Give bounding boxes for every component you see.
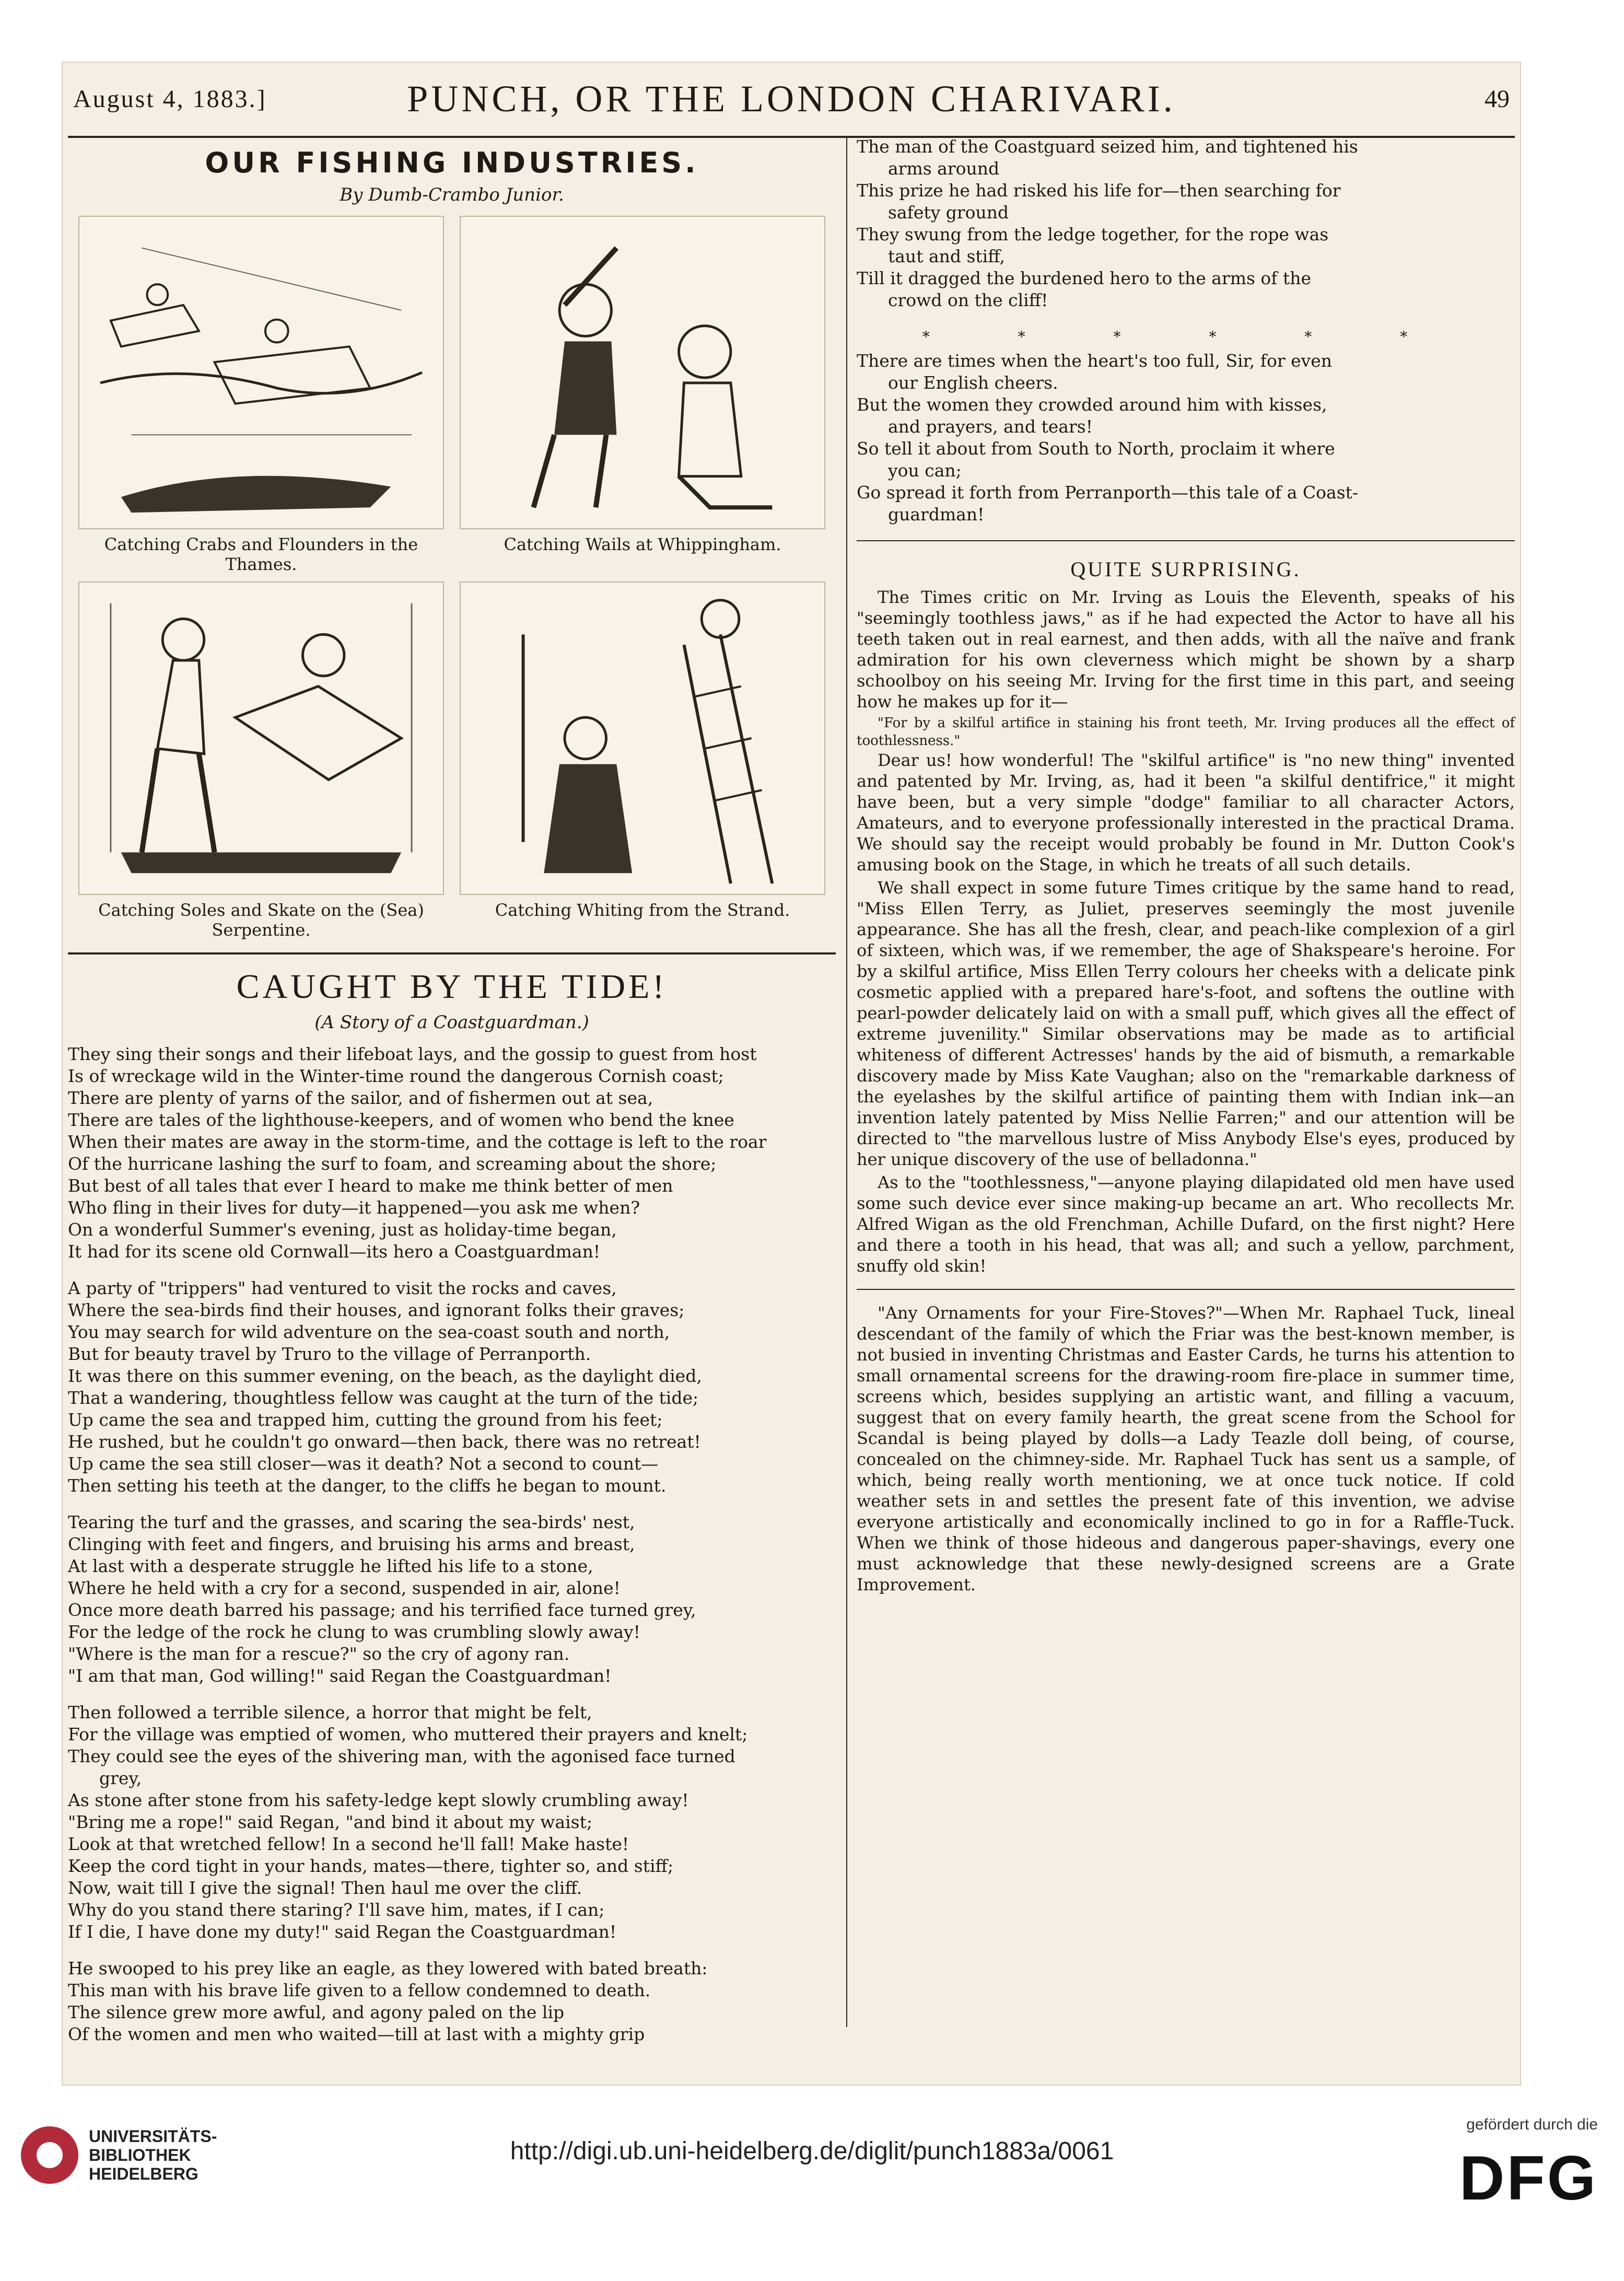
poem-line: Who fling in their lives for duty—it happened—you ask me when? [68,1197,640,1218]
poem-line: On a wonderful Summer's evening, just as holiday-time began, [68,1219,617,1240]
poem-line: He swooped to his prey like an eagle, as they lowered with bated breath: [68,1958,708,1979]
surprising-article [857,587,1515,1276]
poem-line: "Bring me a rope!" said Regan, "and bind it about my waist; [68,1812,592,1832]
library-line: BIBLIOTHEK [89,2146,191,2164]
asterisk-break: * * * * * * [922,328,1450,345]
caption-soles: Catching Soles and Skate on the (Sea) Serpentine. [98,900,424,940]
article-paragraph: The Times critic on Mr. Irving as Louis the Eleventh, speaks of his "seemingly toothless jaws," as if he had expected the Actor to have all his teeth taken out in real earnest, and then adds, with all the naïve and frank admiration for his own cleverness which might be shown by a sharp schoolboy on his seeing Mr. Irving for the first time in this part, and seeing how he makes up for it— [857,587,1515,712]
section-divider [857,540,1515,541]
poem-stanza [857,350,1515,526]
cartoon-wails-whippingham [460,216,825,529]
poem-line: guardman! [888,504,985,525]
poem-line: For the village was emptied of women, who muttered their prayers and knelt; [68,1724,748,1744]
caption-wails: Catching Wails at Whippingham. [504,534,781,554]
caption-whiting: Catching Whiting from the Strand. [495,900,790,920]
left-column [68,146,836,2060]
article-paragraph: We shall expect in some future Times critique by the same hand to read, "Miss Ellen Terry, as Juliet, preserves seemingly the most juvenile appearance. She has all the fresh, clear, and peach-like complexion of a girl of sixteen, which was, if we remember, the age of Shakspeare's heroine. For by a skilful artifice, Miss Ellen Terry colours her cheeks with a delicate pink cosmetic applied with a prepared hare's-foot, and softens the outline with pearl-powder delicately laid on with a small puff, which gives all the effect of extreme juvenility." Similar observations may be made as to artificial whiteness of different Actresses' hands by the aid of bismuth, a remarkable discovery made by Miss Kate Vaughan; also on the "remarkable darkness of the eyelashes by the skilful artifice of painting them with Indian ink—an invention lately patented by Miss Nellie Farren;" and our attention will be directed to "the marvellous lustre of Miss Anybody Else's eyes, produced by her unique discovery of the use of belladonna." [857,878,1515,1169]
library-line: HEIDELBERG [89,2164,198,2183]
poem-line: Where the sea-birds find their houses, and ignorant folks their graves; [68,1300,685,1320]
poem-line: Then setting his teeth at the danger, to the cliffs he began to mount. [68,1475,667,1496]
fishing-title: OUR FISHING INDUSTRIES. [205,146,699,179]
section-divider [857,1289,1515,1290]
poem-line: They could see the eyes of the shivering man, with the agonised face turned [68,1746,735,1766]
newspaper-page [63,63,1520,2085]
poem-line: arms around [888,158,1000,179]
poem-stanza [68,1511,836,1687]
poem-line: and prayers, and tears! [888,416,1093,437]
poem-line: A party of "trippers" had ventured to visit the rocks and caves, [68,1278,617,1298]
poem-line: When their mates are away in the storm-time, and the cottage is left to the roar [68,1132,767,1152]
fishing-byline: By Dumb-Crambo Junior. [340,184,564,205]
poem-line: At last with a desperate struggle he lifted his life to a stone, [68,1556,593,1576]
poem-line: It had for its scene old Cornwall—its hero a Coastguardman! [68,1241,601,1262]
poem-line: Up came the sea still closer—was it death? Not a second to count— [68,1453,659,1474]
poem-line: That a wandering, thoughtless fellow was caught at the turn of the tide; [68,1388,699,1408]
poem-line: Is of wreckage wild in the Winter-time round the dangerous Cornish coast; [68,1066,724,1086]
poem-line: Then followed a terrible silence, a horror that might be felt, [68,1702,592,1723]
poem-line: Till it dragged the burdened hero to the arms of the [857,268,1312,288]
poem-line: safety ground [888,202,1009,223]
surprising-title: QUITE SURPRISING. [1070,557,1301,581]
right-column [857,136,1515,1597]
poem-line: If I die, I have done my duty!" said Regan the Coastguardman! [68,1922,617,1942]
article-paragraph: Dear us! how wonderful! The "skilful artifice" is "no new thing" invented and patented by Mr. Irving, as, had it been "a skilful dentifrice," it might have been, but a very simple "dodge" familiar to all character Actors, Amateurs, and to everyone professionally interested in the practical Drama. We should say the receipt would probably be found in Mr. Dutton Cook's amusing book on the Stage, in which he treats of all such details. [857,750,1515,875]
poem-line: So tell it about from South to North, proclaim it where [857,438,1335,459]
poem-line: Up came the sea and trapped him, cutting the ground from his feet; [68,1410,663,1430]
dfg-logo[interactable]: DFG [1459,2143,1598,2213]
page-number: 49 [1485,85,1510,113]
illustration-grid [78,216,825,940]
poem-line: There are plenty of yarns of the sailor, and of fishermen out at sea, [68,1088,653,1108]
poem-stanza [68,1702,836,1943]
poem-line: You may search for wild adventure on the sea-coast south and north, [68,1322,670,1342]
poem-line: Look at that wretched fellow! In a second he'll fall! Make haste! [68,1834,629,1854]
poem-line: For the ledge of the rock he clung to was crumbling slowly away! [68,1622,640,1642]
poem-line: "I am that man, God willing!" said Regan the Coastguardman! [68,1666,612,1686]
poem-line: It was there on this summer evening, on the beach, as the daylight died, [68,1366,702,1386]
cartoon-crabs-flounders [78,216,444,529]
ornaments-article [857,1302,1515,1595]
header-title: PUNCH, OR THE LONDON CHARIVARI. [407,78,1176,120]
article-paragraph: As to the "toothlessness,"—anyone playing dilapidated old men have used some such device ever since making-up became an art. Who recollects Mr. Alfred Wigan as the old Frenchman, Achille Dufard, on the first night? Here and there a tooth in his head, that was all; and such a yellow, parchment, snuffy old skin! [857,1172,1515,1276]
poem-line: But for beauty travel by Truro to the village of Perranporth. [68,1344,591,1364]
poem-stanza [68,1958,836,2045]
poem-line: our English cheers. [888,373,1058,393]
viewer-footer [0,2105,1624,2262]
poem-line: They swung from the ledge together, for the rope was [857,224,1329,245]
poem-line: Clinging with feet and fingers, and bruising his arms and breast, [68,1534,635,1554]
tide-poem-continued [857,136,1515,526]
poem-line: He rushed, but he couldn't go onward—then back, there was no retreat! [68,1432,701,1452]
poem-line: Why do you stand there staring? I'll save him, mates, if I can; [68,1900,605,1920]
poem-line: There are tales of the lighthouse-keepers, and of women who bend the knee [68,1110,734,1130]
poem-line: As stone after stone from his safety-ledge kept slowly crumbling away! [68,1790,689,1810]
poem-line: Once more death barred his passage; and his terrified face turned grey, [68,1600,696,1620]
poem-line: But the women they crowded around him with kisses, [857,394,1327,415]
library-line: UNIVERSITÄTS- [89,2127,217,2146]
poem-stanza [68,1043,836,1263]
tide-subtitle: (A Story of a Coastguardman.) [314,1012,589,1033]
tide-title: CAUGHT BY THE TIDE! [236,968,668,1006]
funding-label: gefördert durch die [1466,2116,1598,2133]
poem-line: Go spread it forth from Perranporth—this tale of a Coast- [857,482,1359,503]
illustration-whiting [460,581,825,940]
cartoon-soles-skate [78,581,444,895]
article-quote: "For by a skilful artifice in staining his front teeth, Mr. Irving produces all the effect of toothlessness." [857,715,1515,749]
column-rule [846,136,847,2027]
cartoon-whiting-strand [460,581,825,895]
illustration-wails [460,216,825,574]
poem-line: This man with his brave life given to a fellow condemned to death. [68,1980,651,2000]
poem-line: taut and stiff, [888,246,1005,266]
poem-line: This prize he had risked his life for—then searching for [857,180,1341,201]
illustration-crabs [78,216,444,574]
poem-line: But best of all tales that ever I heard to make me think better of men [68,1176,673,1196]
poem-line: Tearing the turf and the grasses, and scaring the sea-birds' nest, [68,1512,635,1532]
poem-line: grey, [99,1768,142,1788]
section-divider [68,952,836,955]
poem-line: Of the hurricane lashing the surf to foam, and screaming about the shore; [68,1154,717,1174]
header-date: August 4, 1883.] [73,85,267,113]
poem-stanza [68,1277,836,1497]
poem-line: Keep the cord tight in your hands, mates—there, tighter so, and stiff; [68,1856,674,1876]
poem-line: Of the women and men who waited—till at last with a mighty grip [68,2024,645,2044]
poem-line: crowd on the cliff! [888,290,1048,310]
poem-line: The silence grew more awful, and agony paled on the lip [68,2002,565,2022]
article-paragraph: "Any Ornaments for your Fire-Stoves?"—When Mr. Raphael Tuck, lineal descendant of the family of which the Friar was the best-known member, is not busied in inventing Christmas and Easter Cards, he turns his attention to small ornamental screens for the drawing-room fire-place in summer time, screens which, besides supplying an artistic want, and filling a vacuum, suggest that on every family hearth, the great scene from the School for Scandal is being played by dolls—a Lady Teazle doll being, of course, concealed on the chimney-side. Mr. Raphael Tuck has sent us a sample, of which, being really worth mentioning, we at once tuck notice. If cold weather sets in and settles the present fate of this invention, we advise everyone artistically and economically inclined to go in for a Raffle-Tuck. When we think of those hideous and dangerous paper-shavings, every one must acknowledge that these newly-designed screens are a Grate Improvement. [857,1303,1515,1595]
caption-crabs: Catching Crabs and Flounders in the Thames. [104,534,418,574]
poem-line: The man of the Coastguard seized him, and tightened his [857,136,1358,157]
tide-poem [68,1043,836,2045]
poem-line: Now, wait till I give the signal! Then haul me over the cliff. [68,1878,582,1898]
poem-stanza [857,136,1515,311]
permalink[interactable]: http://digi.ub.uni-heidelberg.de/diglit/punch1883a/0061 [510,2137,1114,2165]
poem-line: There are times when the heart's too full, Sir, for even [857,351,1333,371]
illustration-soles [78,581,444,940]
poem-line: you can; [888,460,962,481]
poem-line: Where he held with a cry for a second, suspended in air, alone! [68,1578,621,1598]
poem-line: They sing their songs and their lifeboat lays, and the gossip to guest from host [68,1044,757,1064]
page-header [68,73,1515,138]
poem-line: "Where is the man for a rescue?" so the cry of agony ran. [68,1644,570,1664]
